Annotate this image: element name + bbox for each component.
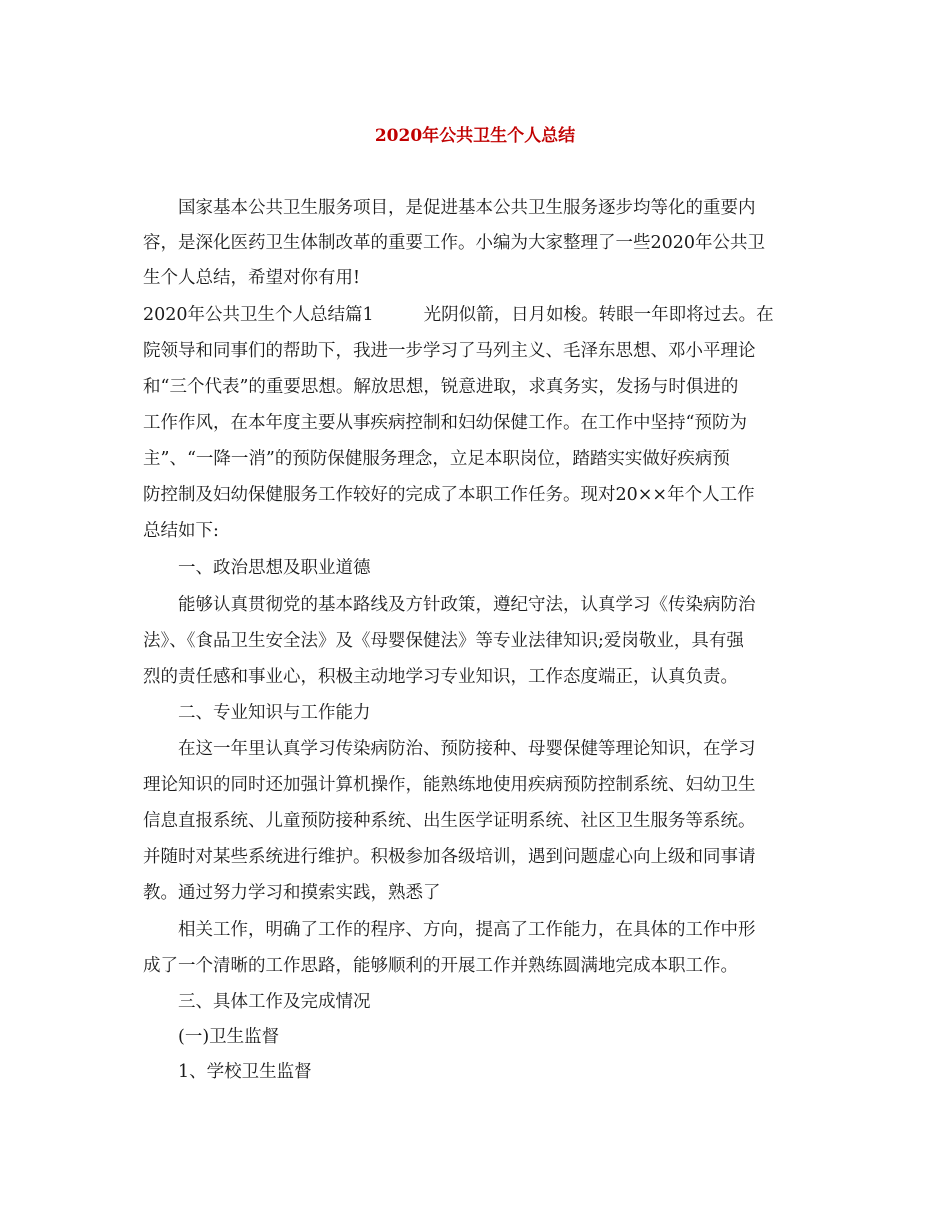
paragraph-line: 在这一年里认真学习传染病防治、预防接种、母婴保健等理论知识，在学习 — [143, 739, 756, 759]
paragraph-line: 教。通过努力学习和摸索实践，熟悉了 — [143, 883, 441, 903]
paragraph-line: 防控制及妇幼保健服务工作较好的完成了本职工作任务。现对20××年个人工作 — [143, 485, 755, 505]
paragraph-line: 法》、《食品卫生安全法》及《母婴保健法》等专业法律知识;爱岗敬业，具有强 — [143, 631, 744, 651]
section-heading: 三、具体工作及完成情况 — [143, 992, 371, 1012]
paragraph-text: 光阴似箭，日月如梭。转眼一年即将过去。在 — [423, 305, 774, 325]
section-heading: 二、专业知识与工作能力 — [143, 703, 371, 723]
paragraph-line: 容，是深化医药卫生体制改革的重要工作。小编为大家整理了一些2020年公共卫 — [143, 233, 766, 253]
paragraph-line: 和“三个代表”的重要思想。解放思想，锐意进取，求真务实，发扬与时俱进的 — [143, 377, 739, 397]
section-heading-line — [143, 302, 774, 328]
paragraph-line: 信息直报系统、儿童预防接种系统、出生医学证明系统、社区卫生服务等系统。 — [143, 811, 756, 831]
document-title: 2020年公共卫生个人总结 — [374, 126, 576, 146]
paragraph-line: 工作作风，在本年度主要从事疾病控制和妇幼保健工作。在工作中坚持“预防为 — [143, 413, 747, 433]
paragraph-line: 并随时对某些系统进行维护。积极参加各级培训，遇到问题虚心向上级和同事请 — [143, 847, 756, 867]
subsection-heading: (一)卫生监督 — [143, 1027, 280, 1047]
paragraph-line: 相关工作，明确了工作的程序、方向，提高了工作能力，在具体的工作中形 — [143, 920, 756, 940]
paragraph-line: 院领导和同事们的帮助下，我进一步学习了马列主义、毛泽东思想、邓小平理论 — [143, 341, 756, 361]
paragraph-line: 总结如下: — [143, 521, 219, 541]
paragraph-line: 生个人总结，希望对你有用! — [143, 268, 361, 288]
paragraph-line: 理论知识的同时还加强计算机操作，能熟练地使用疾病预防控制系统、妇幼卫生 — [143, 775, 756, 795]
paragraph-line: 能够认真贯彻党的基本路线及方针政策，遵纪守法，认真学习《传染病防治 — [143, 595, 756, 615]
section-heading: 一、政治思想及职业道德 — [143, 558, 371, 578]
subsection-heading: 1、学校卫生监督 — [143, 1062, 312, 1082]
section-heading: 2020年公共卫生个人总结篇1 — [143, 305, 374, 325]
paragraph-line: 成了一个清晰的工作思路，能够顺利的开展工作并熟练圆满地完成本职工作。 — [143, 956, 738, 976]
paragraph-line: 国家基本公共卫生服务项目，是促进基本公共卫生服务逐步均等化的重要内 — [143, 198, 756, 218]
paragraph-line: 烈的责任感和事业心，积极主动地学习专业知识，工作态度端正，认真负责。 — [143, 667, 738, 687]
paragraph-line: 主”、“一降一消”的预防保健服务理念，立足本职岗位，踏踏实实做好疾病预 — [143, 449, 730, 469]
